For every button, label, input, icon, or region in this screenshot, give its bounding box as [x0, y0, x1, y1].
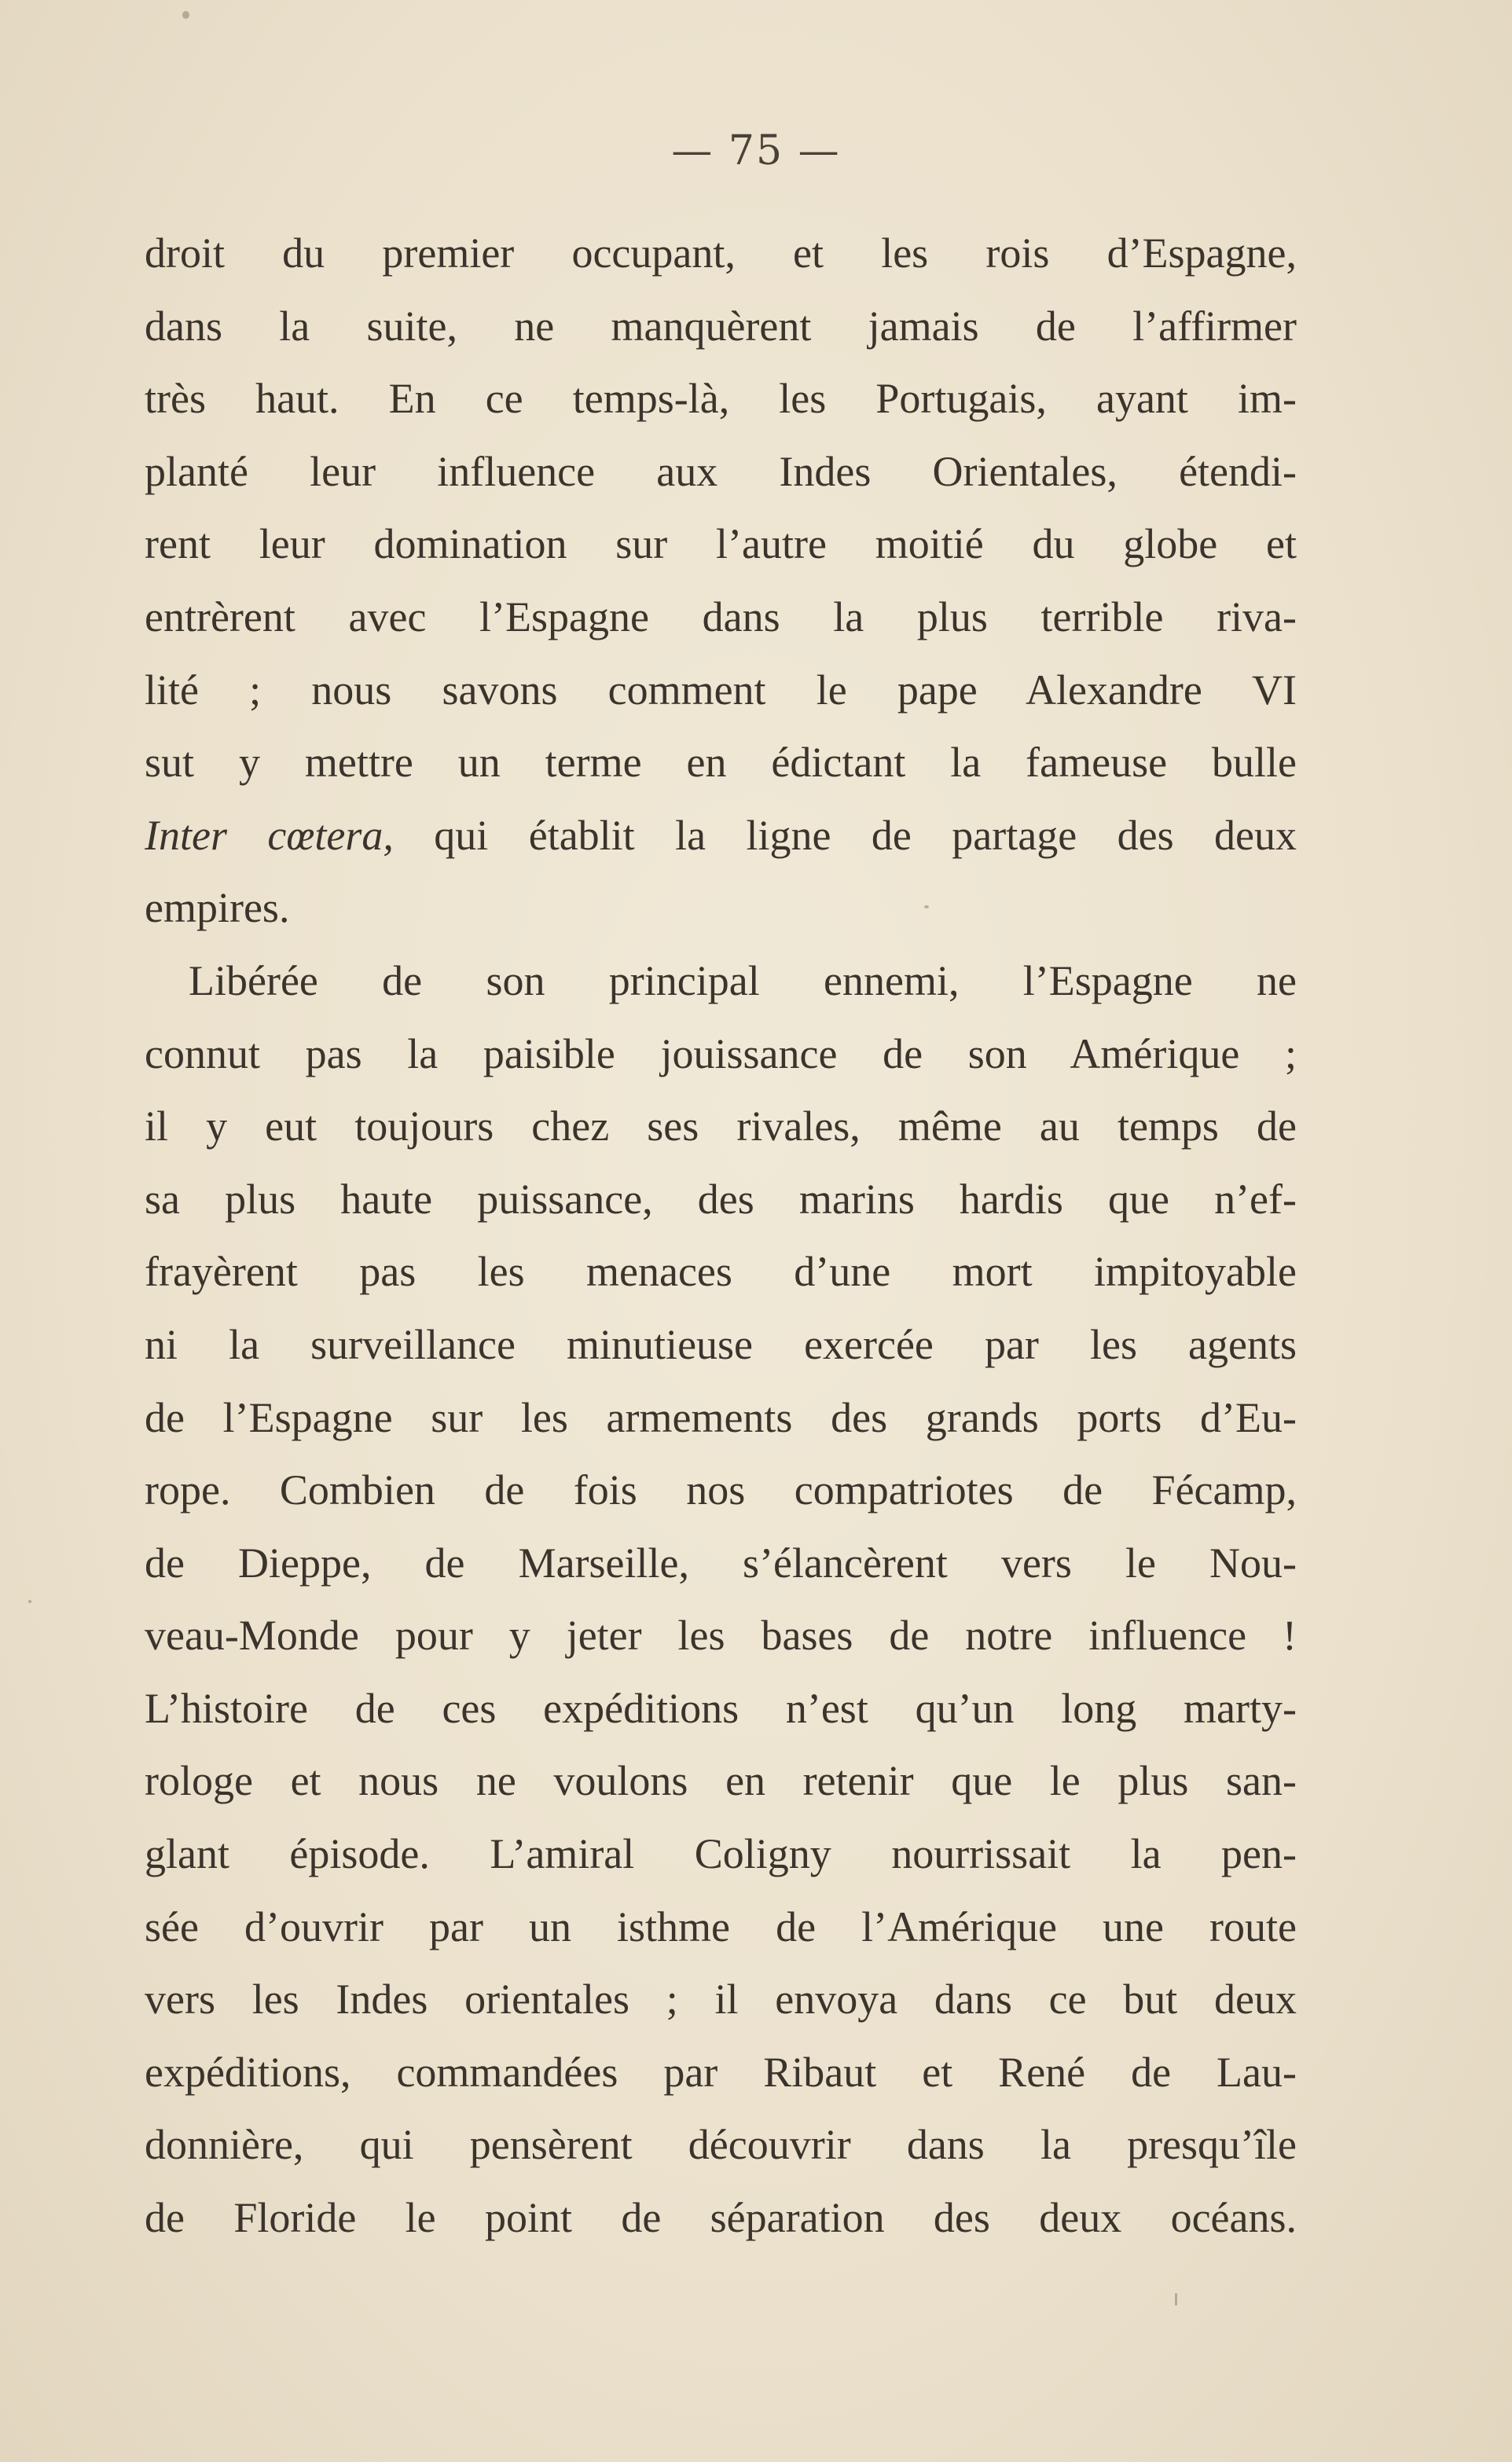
text-line-rest: qui établit la ligne de partage des deux	[393, 811, 1297, 859]
paper-speck	[1175, 2293, 1177, 2306]
text-line: lité ; nous savons comment le pape Alexandre VI	[145, 666, 1297, 714]
text-line: entrèrent avec l’Espagne dans la plus terrible riva-	[145, 593, 1297, 640]
text-line: connut pas la paisible jouissance de son Amérique ;	[145, 1029, 1297, 1077]
text-line: empires.	[145, 884, 290, 932]
paragraph-1	[145, 217, 1297, 945]
paper-speck	[182, 11, 189, 19]
text-line: de Dieppe, de Marseille, s’élancèrent vers le Nou-	[145, 1539, 1297, 1587]
text-line	[145, 799, 1297, 872]
text-line: de Floride le point de séparation des deux océans.	[145, 2194, 1297, 2242]
text-line: de l’Espagne sur les armements des grands ports d’Eu-	[145, 1393, 1297, 1441]
text-line: vers les Indes orientales ; il envoya dans ce but deux	[145, 1976, 1297, 2024]
text-line: L’histoire de ces expéditions n’est qu’un long marty-	[145, 1684, 1297, 1732]
text-line: rologe et nous ne voulons en retenir que le plus san-	[145, 1757, 1297, 1805]
paragraph-2	[145, 945, 1297, 2255]
text-line: frayèrent pas les menaces d’une mort impitoyable	[145, 1248, 1297, 1296]
paper-speck	[924, 905, 929, 908]
text-line: sée d’ouvrir par un isthme de l’Amérique une route	[145, 1902, 1297, 1950]
paper-speck	[28, 1600, 31, 1603]
text-line: très haut. En ce temps-là, les Portugais, ayant im-	[145, 375, 1297, 423]
text-line: ni la surveillance minutieuse exercée par les agents	[145, 1320, 1297, 1368]
text-line: rent leur domination sur l’autre moitié du globe et	[145, 520, 1297, 568]
text-line: sa plus haute puissance, des marins hardis que n’ef-	[145, 1175, 1297, 1223]
text-line: il y eut toujours chez ses rivales, même au temps de	[145, 1103, 1297, 1150]
page-number: — 75 —	[671, 127, 841, 174]
text-line: donnière, qui pensèrent découvrir dans la presqu’île	[145, 2121, 1297, 2169]
text-line: sut y mettre un terme en édictant la fameuse bulle	[145, 739, 1297, 787]
text-line: Libérée de son principal ennemi, l’Espagne ne	[189, 956, 1297, 1004]
text-line: planté leur influence aux Indes Orientales, étendi-	[145, 447, 1297, 495]
page-body-text	[145, 217, 1297, 2255]
text-line: droit du premier occupant, et les rois d’Espagne,	[145, 229, 1297, 277]
text-line: dans la suite, ne manquèrent jamais de l’affirmer	[145, 302, 1297, 350]
text-line: rope. Combien de fois nos compatriotes de Fécamp,	[145, 1466, 1297, 1514]
text-line: veau-Monde pour y jeter les bases de notre influence !	[145, 1612, 1297, 1660]
text-line: glant épisode. L’amiral Coligny nourrissait la pen-	[145, 1830, 1297, 1878]
bull-title-italic: Inter cœtera,	[145, 811, 394, 859]
text-line: expéditions, commandées par Ribaut et René de Lau-	[145, 2048, 1297, 2096]
